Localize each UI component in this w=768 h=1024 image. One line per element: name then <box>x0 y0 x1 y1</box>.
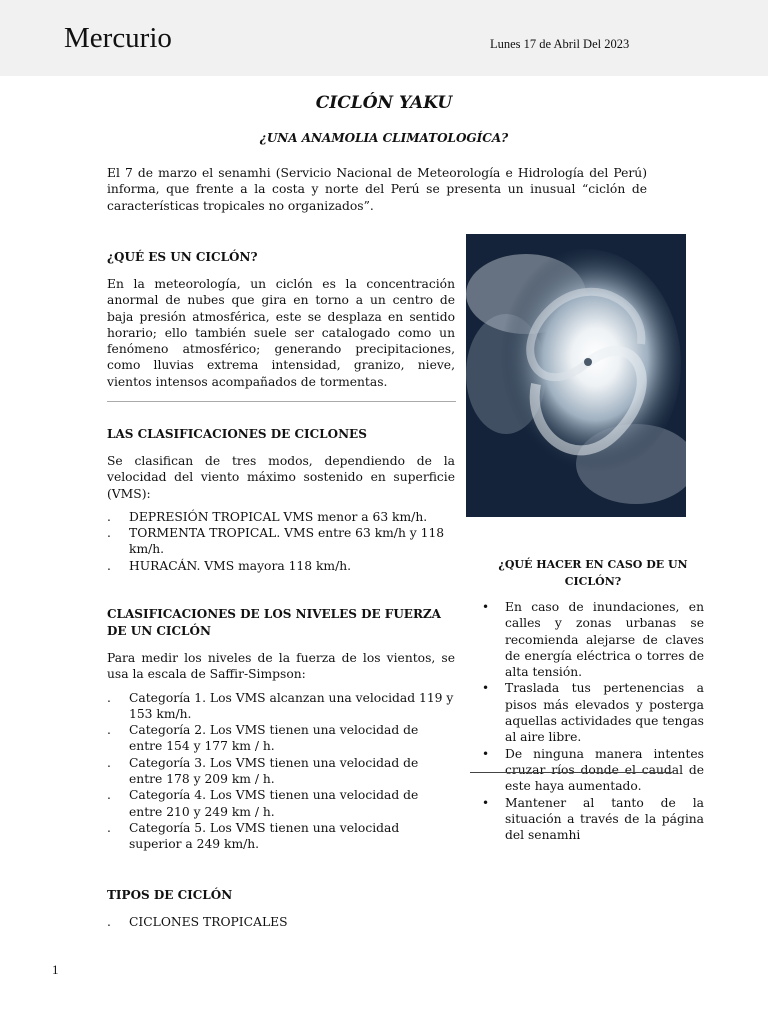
list-item: . CICLONES TROPICALES <box>107 915 288 929</box>
section-que-es <box>107 249 455 390</box>
page-header <box>0 0 768 76</box>
section-tipos <box>107 887 455 930</box>
article-subtitle: ¿UNA ANAMOLIA CLIMATOLOGÍCA? <box>259 131 509 145</box>
cyclone-satellite-image <box>466 234 686 517</box>
section-clasificaciones <box>107 426 455 574</box>
section-heading: TIPOS DE CICLÓN <box>107 888 233 902</box>
list-item: . TORMENTA TROPICAL. VMS entre 63 km/h y 118 km/h. <box>107 526 445 557</box>
list-item: . Categoría 4. Los VMS tienen una velocidad de entre 210 y 249 km / h. <box>107 788 419 819</box>
list-item: • Traslada tus pertenencias a pisos más elevados y posterga aquellas actividades que tengas al aire libre. <box>482 681 704 745</box>
section-body: Se clasifican de tres modos, dependiendo de la velocidad del viento máximo sostenido en superficie (VMS): <box>107 454 455 501</box>
page-number: 1 <box>52 962 59 977</box>
category-list <box>107 690 455 853</box>
list-item: . Categoría 1. Los VMS alcanzan una velocidad 119 y 153 km/h. <box>107 690 454 721</box>
article-intro: El 7 de marzo el senamhi (Servicio Nacional de Meteorología e Hidrología del Perú) informa, que frente a la costa y norte del Perú se presenta un inusual “ciclón de características tropicales no organizados”. <box>107 166 647 213</box>
cyclone-illustration <box>466 234 686 517</box>
list-item: • En caso de inundaciones, en calles y zonas urbanas se recomienda alejarse de claves de energía eléctrica o torres de alta tensión. <box>482 600 704 680</box>
list-item: • Mantener al tanto de la situación a través de la página del senamhi <box>482 795 704 843</box>
list-item: • De ninguna manera intentes cruzar ríos donde el caudal de este haya aumentado. <box>482 746 704 794</box>
list-item: . Categoría 2. Los VMS tienen una velocidad de entre 154 y 177 km / h. <box>107 723 419 754</box>
section-niveles <box>107 606 455 853</box>
section-heading: LAS CLASIFICACIONES DE CICLONES <box>107 427 367 441</box>
types-list <box>107 914 455 930</box>
section-heading: ¿QUÉ HACER EN CASO DE UN CICLÓN? <box>498 558 688 588</box>
publication-logo: Mercurio <box>64 22 172 54</box>
section-divider <box>107 401 456 402</box>
section-heading: CLASIFICACIONES DE LOS NIVELES DE FUERZA DE UN CICLÓN <box>107 607 441 638</box>
list-item: . HURACÁN. VMS mayora 118 km/h. <box>107 558 352 573</box>
section-body: En la meteorología, un ciclón es la concentración anormal de nubes que gira en torno a un centro de baja presión atmosférica, este se desplaza en sentido horario; ello también suele ser catalogado como un fenómeno atmosférico; generando precipitaciones, como lluvias extrema intensidad, granizo, nieve, vientos intensos acompañados de tormentas. <box>107 277 455 389</box>
advice-list <box>482 599 704 843</box>
section-que-hacer <box>482 556 704 843</box>
section-heading: ¿QUÉ ES UN CICLÓN? <box>107 250 258 264</box>
list-item: . Categoría 5. Los VMS tienen una velocidad superior a 249 km/h. <box>107 820 400 852</box>
classification-list <box>107 509 455 574</box>
list-item: . Categoría 3. Los VMS tienen una velocidad de entre 178 y 209 km / h. <box>107 755 419 787</box>
article-title: CICLÓN YAKU <box>315 93 453 113</box>
section-body: Para medir los niveles de la fuerza de los vientos, se usa la escala de Saffir-Simpson: <box>107 651 455 682</box>
stray-line <box>470 772 672 773</box>
list-item: . DEPRESIÓN TROPICAL VMS menor a 63 km/h. <box>107 509 428 524</box>
publication-date: Lunes 17 de Abril Del 2023 <box>490 37 630 51</box>
